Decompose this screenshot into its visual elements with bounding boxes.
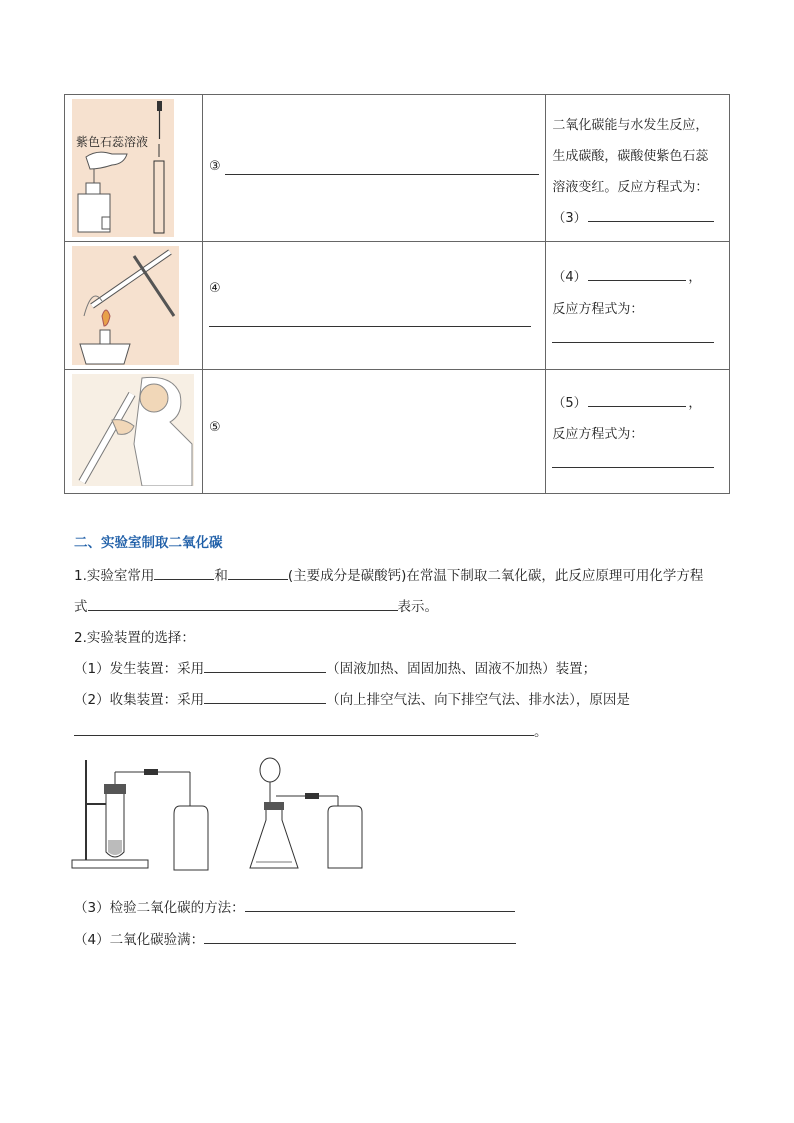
heating-experiment-image [72, 246, 179, 365]
answer-blank[interactable] [228, 565, 288, 580]
image-cell [65, 242, 203, 370]
conclusion-cell [546, 242, 730, 370]
equation-label: 反应方程式为： [552, 302, 644, 317]
question-1 [74, 564, 703, 584]
question-2: 2.实验装置的选择： [74, 630, 195, 646]
answer-blank[interactable] [154, 565, 214, 580]
table-row [65, 370, 730, 494]
text: 。 [534, 724, 548, 740]
image-cell [65, 95, 203, 242]
apparatus-diagram [70, 750, 380, 880]
blank-label: （5） [552, 396, 587, 411]
conclusion-cell [546, 95, 730, 242]
answer-blank[interactable] [225, 174, 539, 175]
text: 式 [74, 599, 88, 615]
comma: ， [688, 396, 702, 411]
experiment-table [64, 94, 730, 494]
blank-label: （4） [552, 270, 587, 285]
circled-number: ③ [208, 159, 221, 174]
text: （向上排空气法、向下排空气法、排水法），原因是 [326, 692, 630, 708]
blank-label: （3） [552, 211, 587, 226]
text: 和 [214, 568, 228, 584]
equation-blank[interactable] [588, 221, 714, 222]
text: 表示。 [397, 599, 438, 615]
question-1-cont [74, 595, 438, 615]
question-2-2 [74, 688, 630, 708]
text: （4）二氧化碳验满： [74, 932, 205, 948]
conclusion-line: 生成碳酸，碳酸使紫色石蕊 [552, 149, 709, 164]
equation-blank[interactable] [552, 467, 714, 468]
conclusion-cell [546, 370, 730, 494]
answer-blank[interactable] [204, 658, 326, 673]
phenomenon-cell [202, 370, 545, 494]
equation-label: 反应方程式为： [552, 427, 644, 442]
text: （1）发生装置：采用 [74, 661, 205, 677]
text: (主要成分是碳酸钙)在常温下制取二氧化碳，此反应原理可用化学方程 [287, 568, 704, 584]
text: （3）检验二氧化碳的方法： [74, 900, 245, 916]
text: （固液加热、固固加热、固液不加热）装置； [326, 661, 597, 677]
litmus-solution-label: 紫色石蕊溶液 [76, 135, 149, 149]
phenomenon-cell [202, 95, 545, 242]
circled-number: ④ [208, 281, 221, 296]
comma: ， [688, 270, 702, 285]
equation-blank[interactable] [552, 342, 714, 343]
question-2-1 [74, 657, 596, 677]
equation-blank[interactable] [88, 596, 398, 611]
answer-blank[interactable] [204, 929, 516, 944]
question-2-4 [74, 928, 516, 948]
answer-blank[interactable] [245, 897, 515, 912]
table-row [65, 95, 730, 242]
conclusion-line: 二氧化碳能与水发生反应， [552, 118, 709, 133]
phenomenon-cell [202, 242, 545, 370]
litmus-experiment-image [72, 99, 174, 237]
question-2-2-cont [74, 720, 548, 740]
answer-blank[interactable] [588, 406, 686, 407]
text: （2）收集装置：采用 [74, 692, 205, 708]
answer-blank[interactable] [209, 326, 531, 327]
answer-blank[interactable] [74, 721, 534, 736]
conclusion-line: 溶液变红。反应方程式为： [552, 180, 709, 195]
table-row [65, 242, 730, 370]
answer-blank[interactable] [588, 280, 686, 281]
breathing-experiment-image [72, 374, 194, 486]
section-title: 二、实验室制取二氧化碳 [74, 535, 223, 551]
answer-blank[interactable] [204, 689, 326, 704]
question-2-3 [74, 896, 515, 916]
image-cell [65, 370, 203, 494]
circled-number: ⑤ [208, 420, 221, 435]
text: 1.实验室常用 [74, 568, 155, 584]
